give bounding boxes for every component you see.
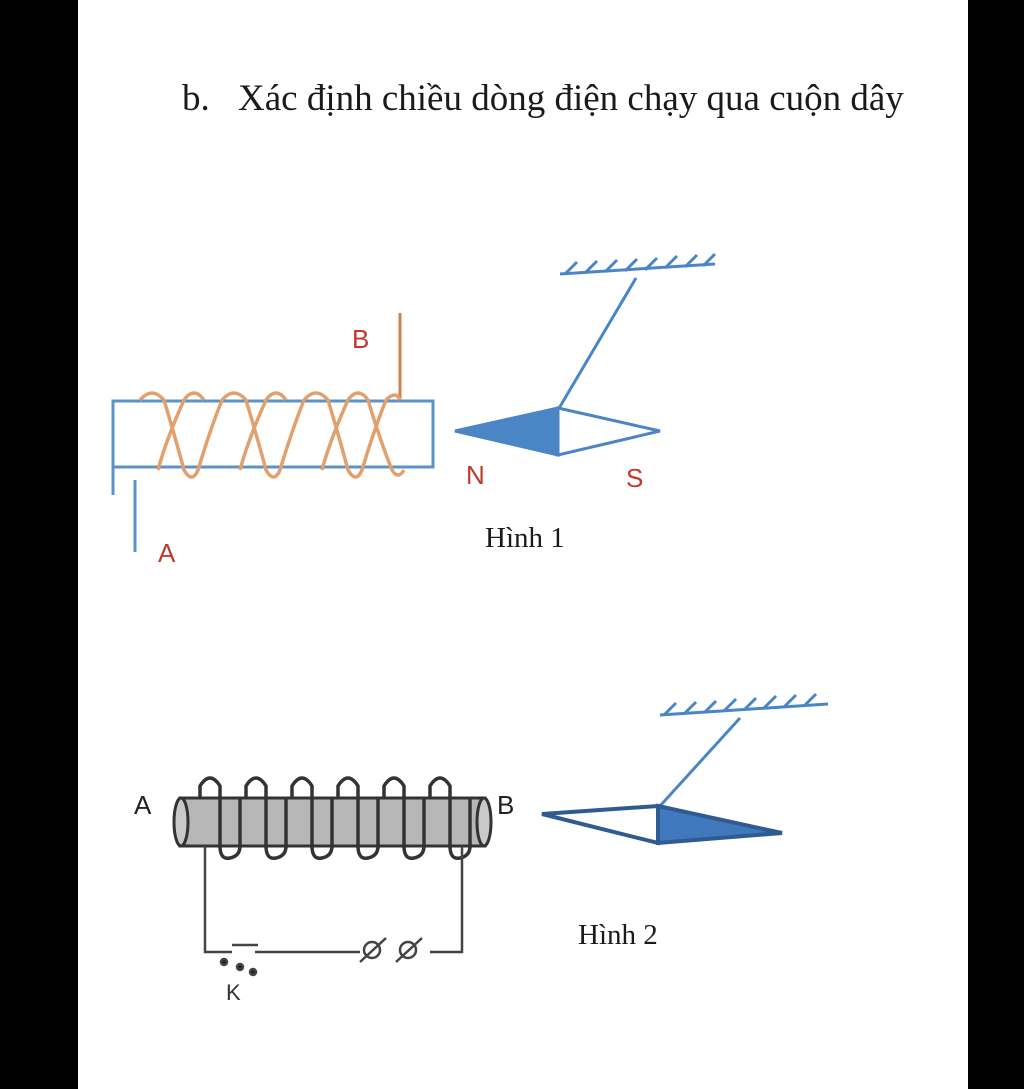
figure-1: [113, 254, 715, 568]
terminal-b-label-fig1: B: [352, 324, 370, 354]
hanging-thread-fig1: [558, 278, 636, 410]
terminal-a-label-fig1: A: [158, 538, 176, 568]
figure-2: [134, 694, 828, 1005]
question-label: b.: [182, 78, 210, 119]
needle-south-half-fig1: [558, 408, 660, 455]
terminal-a-label-fig2: A: [134, 790, 152, 820]
ceiling-support-fig2: [660, 694, 828, 806]
caption-fig1: Hình 1: [485, 522, 565, 554]
question-text: Xác định chiều dòng điện chạy qua cuộn dây: [238, 78, 904, 119]
needle-north-half-fig1: [455, 408, 558, 455]
pole-s-label-fig1: S: [626, 463, 644, 493]
switch-k-label-fig2: K: [226, 980, 241, 1005]
wire-lead-a-fig1: [113, 467, 135, 552]
terminal-b-label-fig2: B: [497, 790, 515, 820]
needle-left-half-fig2: [542, 806, 658, 843]
switch-k-fig2[interactable]: [221, 945, 258, 975]
ceiling-support-fig1: [558, 254, 715, 410]
caption-fig2: Hình 2: [578, 919, 658, 951]
needle-right-half-fig2: [658, 806, 782, 843]
circuit-wires-fig2: [205, 846, 462, 952]
pole-n-label-fig1: N: [466, 460, 485, 490]
hanging-thread-fig2: [660, 718, 740, 806]
magnetic-needle-fig1: [455, 408, 660, 455]
power-source-fig2: [360, 938, 422, 962]
magnetic-needle-fig2: [542, 806, 782, 843]
